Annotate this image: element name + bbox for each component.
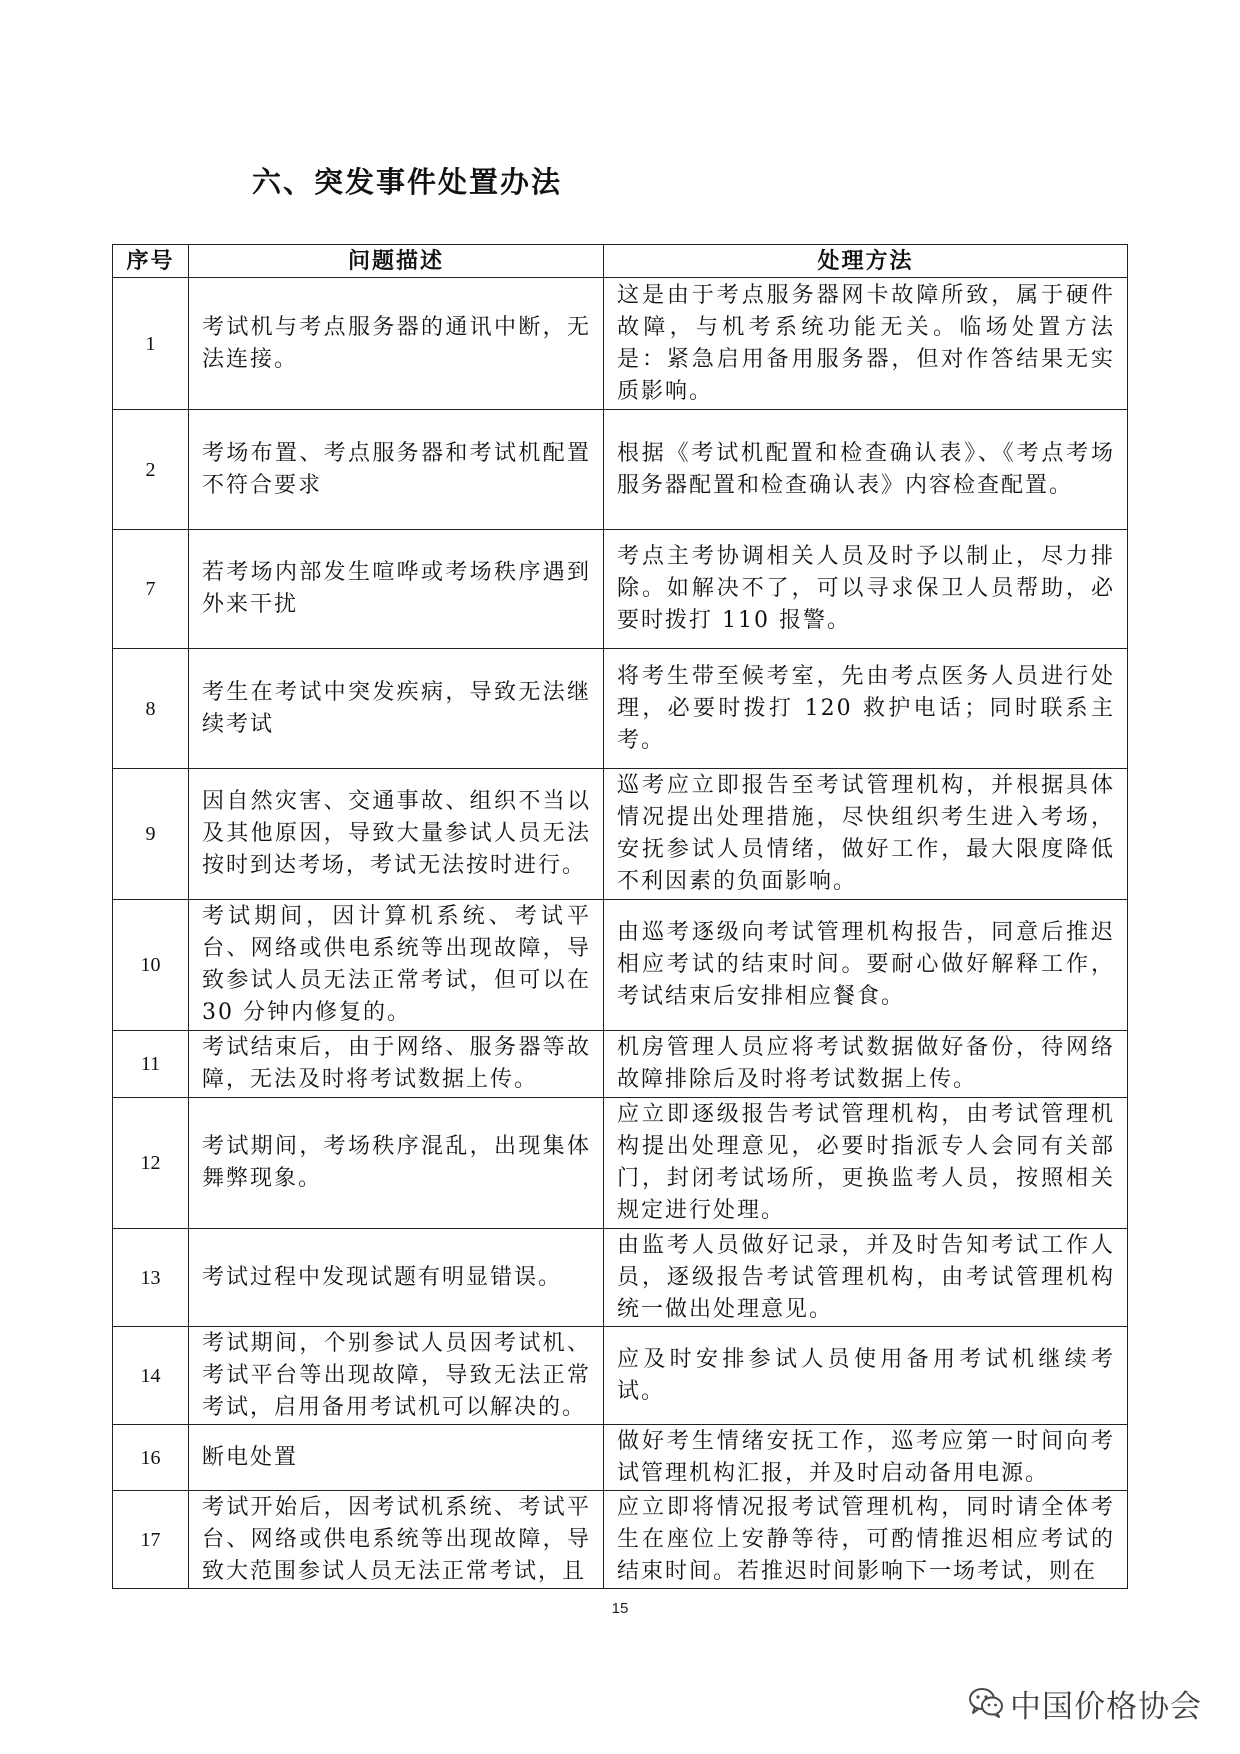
header-number: 序号 bbox=[113, 245, 189, 278]
row-number: 13 bbox=[113, 1229, 189, 1327]
solution-cell: 根据《考试机配置和检查确认表》、《考点考场服务器配置和检查确认表》内容检查配置。 bbox=[604, 410, 1128, 530]
row-number: 1 bbox=[113, 278, 189, 410]
solution-cell: 应立即逐级报告考试管理机构，由考试管理机构提出处理意见，必要时指派专人会同有关部门，封闭考试场所，更换监考人员，按照相关规定进行处理。 bbox=[604, 1098, 1128, 1229]
problem-cell: 考生在考试中突发疾病，导致无法继续考试 bbox=[189, 649, 604, 769]
table-row bbox=[113, 649, 1128, 769]
problem-cell: 考试期间，个别参试人员因考试机、考试平台等出现故障，导致无法正常考试，启用备用考试机可以解决的。 bbox=[189, 1327, 604, 1425]
table-row bbox=[113, 530, 1128, 649]
problem-cell: 考试期间，因计算机系统、考试平台、网络或供电系统等出现故障，导致参试人员无法正常考试，但可以在 30 分钟内修复的。 bbox=[189, 900, 604, 1031]
table-row bbox=[113, 278, 1128, 410]
watermark bbox=[968, 1684, 1202, 1725]
problem-cell: 考场布置、考点服务器和考试机配置不符合要求 bbox=[189, 410, 604, 530]
row-number: 14 bbox=[113, 1327, 189, 1425]
row-number: 2 bbox=[113, 410, 189, 530]
row-number: 8 bbox=[113, 649, 189, 769]
solution-cell: 巡考应立即报告至考试管理机构，并根据具体情况提出处理措施，尽快组织考生进入考场，安抚参试人员情绪，做好工作，最大限度降低不利因素的负面影响。 bbox=[604, 769, 1128, 900]
row-number: 9 bbox=[113, 769, 189, 900]
header-problem: 问题描述 bbox=[189, 245, 604, 278]
solution-cell: 机房管理人员应将考试数据做好备份，待网络故障排除后及时将考试数据上传。 bbox=[604, 1031, 1128, 1098]
table-row bbox=[113, 1031, 1128, 1098]
problem-cell: 考试期间，考场秩序混乱，出现集体舞弊现象。 bbox=[189, 1098, 604, 1229]
solution-cell: 做好考生情绪安抚工作，巡考应第一时间向考试管理机构汇报，并及时启动备用电源。 bbox=[604, 1425, 1128, 1491]
problem-cell: 因自然灾害、交通事故、组织不当以及其他原因，导致大量参试人员无法按时到达考场，考试无法按时进行。 bbox=[189, 769, 604, 900]
row-number: 12 bbox=[113, 1098, 189, 1229]
table-row bbox=[113, 1491, 1128, 1589]
row-number: 17 bbox=[113, 1491, 189, 1589]
table-row bbox=[113, 900, 1128, 1031]
solution-cell: 应及时安排参试人员使用备用考试机继续考试。 bbox=[604, 1327, 1128, 1425]
solution-cell: 由监考人员做好记录，并及时告知考试工作人员，逐级报告考试管理机构，由考试管理机构统一做出处理意见。 bbox=[604, 1229, 1128, 1327]
row-number: 7 bbox=[113, 530, 189, 649]
problem-cell: 考试开始后，因考试机系统、考试平台、网络或供电系统等出现故障，导致大范围参试人员无法正常考试，且 bbox=[189, 1491, 604, 1589]
table-header-row bbox=[113, 245, 1128, 278]
wechat-icon bbox=[968, 1687, 1004, 1719]
section-title: 六、突发事件处置办法 bbox=[252, 165, 563, 199]
incident-handling-table bbox=[112, 244, 1128, 1589]
row-number: 16 bbox=[113, 1425, 189, 1491]
watermark-text: 中国价格协会 bbox=[1010, 1688, 1202, 1725]
problem-cell: 考试过程中发现试题有明显错误。 bbox=[189, 1229, 604, 1327]
table-row bbox=[113, 1327, 1128, 1425]
table-row bbox=[113, 410, 1128, 530]
header-solution: 处理方法 bbox=[604, 245, 1128, 278]
problem-cell: 考试结束后，由于网络、服务器等故障，无法及时将考试数据上传。 bbox=[189, 1031, 604, 1098]
solution-cell: 这是由于考点服务器网卡故障所致，属于硬件故障，与机考系统功能无关。临场处置方法是：紧急启用备用服务器，但对作答结果无实质影响。 bbox=[604, 278, 1128, 410]
row-number: 10 bbox=[113, 900, 189, 1031]
solution-cell: 应立即将情况报考试管理机构，同时请全体考生在座位上安静等待，可酌情推迟相应考试的结束时间。若推迟时间影响下一场考试，则在 bbox=[604, 1491, 1128, 1589]
problem-cell: 若考场内部发生喧哗或考场秩序遇到外来干扰 bbox=[189, 530, 604, 649]
table-row bbox=[113, 769, 1128, 900]
solution-cell: 由巡考逐级向考试管理机构报告，同意后推迟相应考试的结束时间。要耐心做好解释工作，考试结束后安排相应餐食。 bbox=[604, 900, 1128, 1031]
table-row bbox=[113, 1098, 1128, 1229]
page-number: 15 bbox=[611, 1600, 629, 1617]
row-number: 11 bbox=[113, 1031, 189, 1098]
table-row bbox=[113, 1425, 1128, 1491]
solution-cell: 考点主考协调相关人员及时予以制止，尽力排除。如解决不了，可以寻求保卫人员帮助，必要时拨打 110 报警。 bbox=[604, 530, 1128, 649]
table-row bbox=[113, 1229, 1128, 1327]
problem-cell: 断电处置 bbox=[189, 1425, 604, 1491]
solution-cell: 将考生带至候考室，先由考点医务人员进行处理，必要时拨打 120 救护电话；同时联系主考。 bbox=[604, 649, 1128, 769]
problem-cell: 考试机与考点服务器的通讯中断，无法连接。 bbox=[189, 278, 604, 410]
